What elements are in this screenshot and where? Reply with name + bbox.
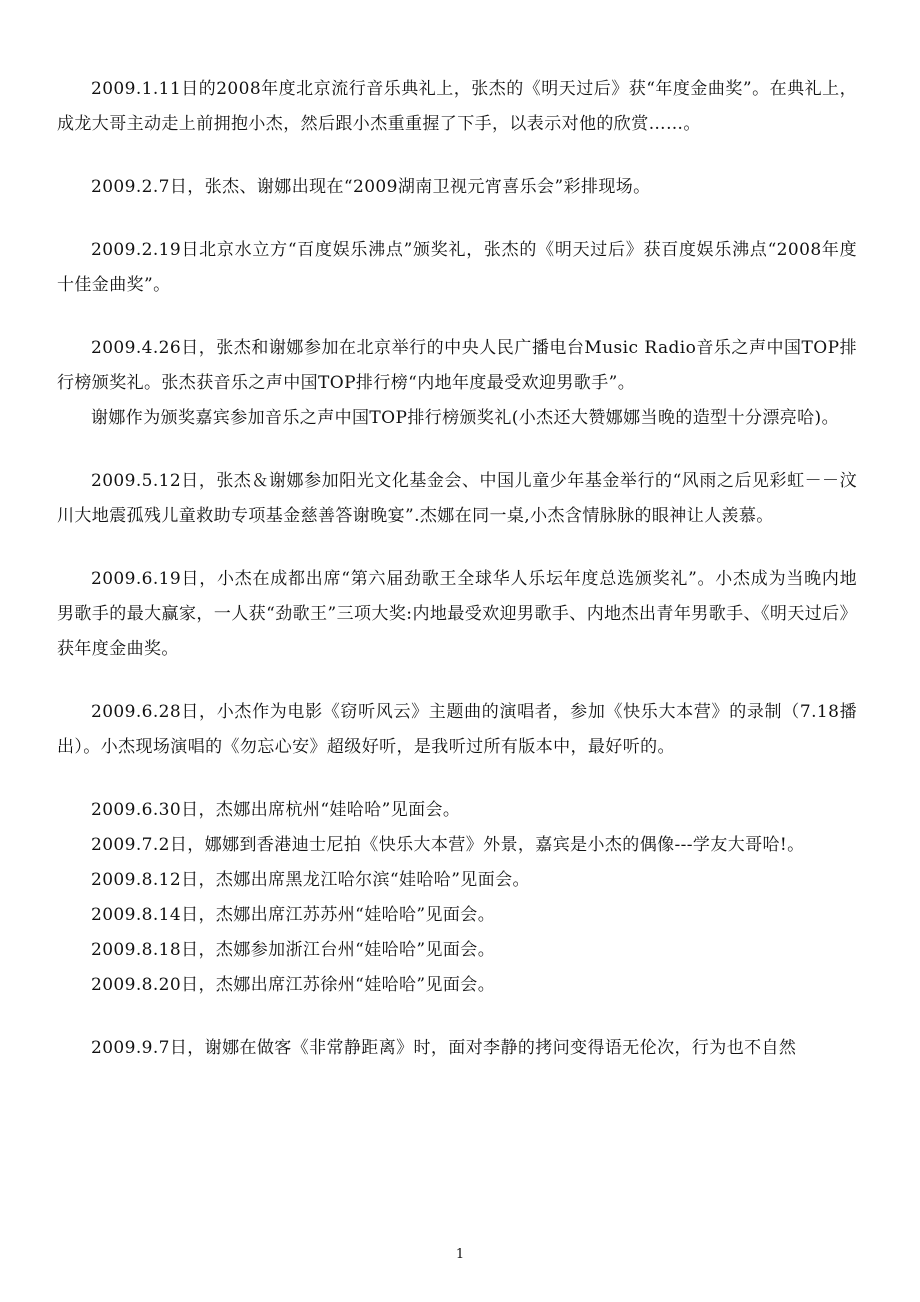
paragraph-2009-4-26: 2009.4.26日，张杰和谢娜参加在北京举行的中央人民广播电台Music Radio音乐之声中国TOP排行榜颁奖礼。张杰获音乐之声中国TOP排行榜“内地年度最受欢迎男歌手”。 [57, 338, 857, 393]
paragraph-2009-2-7: 2009.2.7日，张杰、谢娜出现在“2009湖南卫视元宵喜乐会”彩排现场。 [91, 177, 651, 197]
paragraph-2009-8-14: 2009.8.14日，杰娜出席江苏苏州“娃哈哈”见面会。 [91, 905, 496, 925]
paragraph-2009-5-12: 2009.5.12日，张杰＆谢娜参加阳光文化基金会、中国儿童少年基金举行的“风雨之后见彩虹－－汶川大地震孤残儿童救助专项基金慈善答谢晚宴”.杰娜在同一桌,小杰含情脉脉的眼神让人羡慕。 [57, 471, 857, 526]
paragraph-2009-8-18: 2009.8.18日，杰娜参加浙江台州“娃哈哈”见面会。 [91, 940, 496, 960]
paragraph-2009-8-20: 2009.8.20日，杰娜出席江苏徐州“娃哈哈”见面会。 [91, 975, 496, 995]
paragraph-2009-6-19: 2009.6.19日，小杰在成都出席“第六届劲歌王全球华人乐坛年度总选颁奖礼”。小杰成为当晚内地男歌手的最大赢家，一人获“劲歌王”三项大奖:内地最受欢迎男歌手、内地杰出青年男歌手、《明天过后》获年度金曲奖。 [57, 569, 857, 659]
paragraph-2009-9-7: 2009.9.7日，谢娜在做客《非常静距离》时，面对李静的拷问变得语无伦次，行为也不自然 [91, 1038, 797, 1058]
paragraph-2009-1-11: 2009.1.11日的2008年度北京流行音乐典礼上，张杰的《明天过后》获“年度金曲奖”。在典礼上，成龙大哥主动走上前拥抱小杰，然后跟小杰重重握了下手，以表示对他的欣赏……。 [57, 79, 857, 134]
paragraph-2009-2-19: 2009.2.19日北京水立方“百度娱乐沸点”颁奖礼，张杰的《明天过后》获百度娱乐沸点“2008年度十佳金曲奖”。 [57, 240, 857, 295]
document-body [57, 72, 857, 1066]
page-number: 1 [455, 1247, 465, 1262]
paragraph-2009-8-12: 2009.8.12日，杰娜出席黑龙江哈尔滨“娃哈哈”见面会。 [91, 870, 530, 890]
paragraph-2009-6-30: 2009.6.30日，杰娜出席杭州“娃哈哈”见面会。 [91, 800, 461, 820]
paragraph-2009-7-2: 2009.7.2日，娜娜到香港迪士尼拍《快乐大本营》外景，嘉宾是小杰的偶像---学友大哥哈!。 [91, 835, 805, 855]
paragraph-2009-6-28: 2009.6.28日，小杰作为电影《窃听风云》主题曲的演唱者，参加《快乐大本营》的录制（7.18播出）。小杰现场演唱的《勿忘心安》超级好听，是我听过所有版本中，最好听的。 [57, 702, 857, 757]
paragraph-xie-na-presenter: 谢娜作为颁奖嘉宾参加音乐之声中国TOP排行榜颁奖礼(小杰还大赞娜娜当晚的造型十分漂亮哈)。 [91, 408, 839, 428]
